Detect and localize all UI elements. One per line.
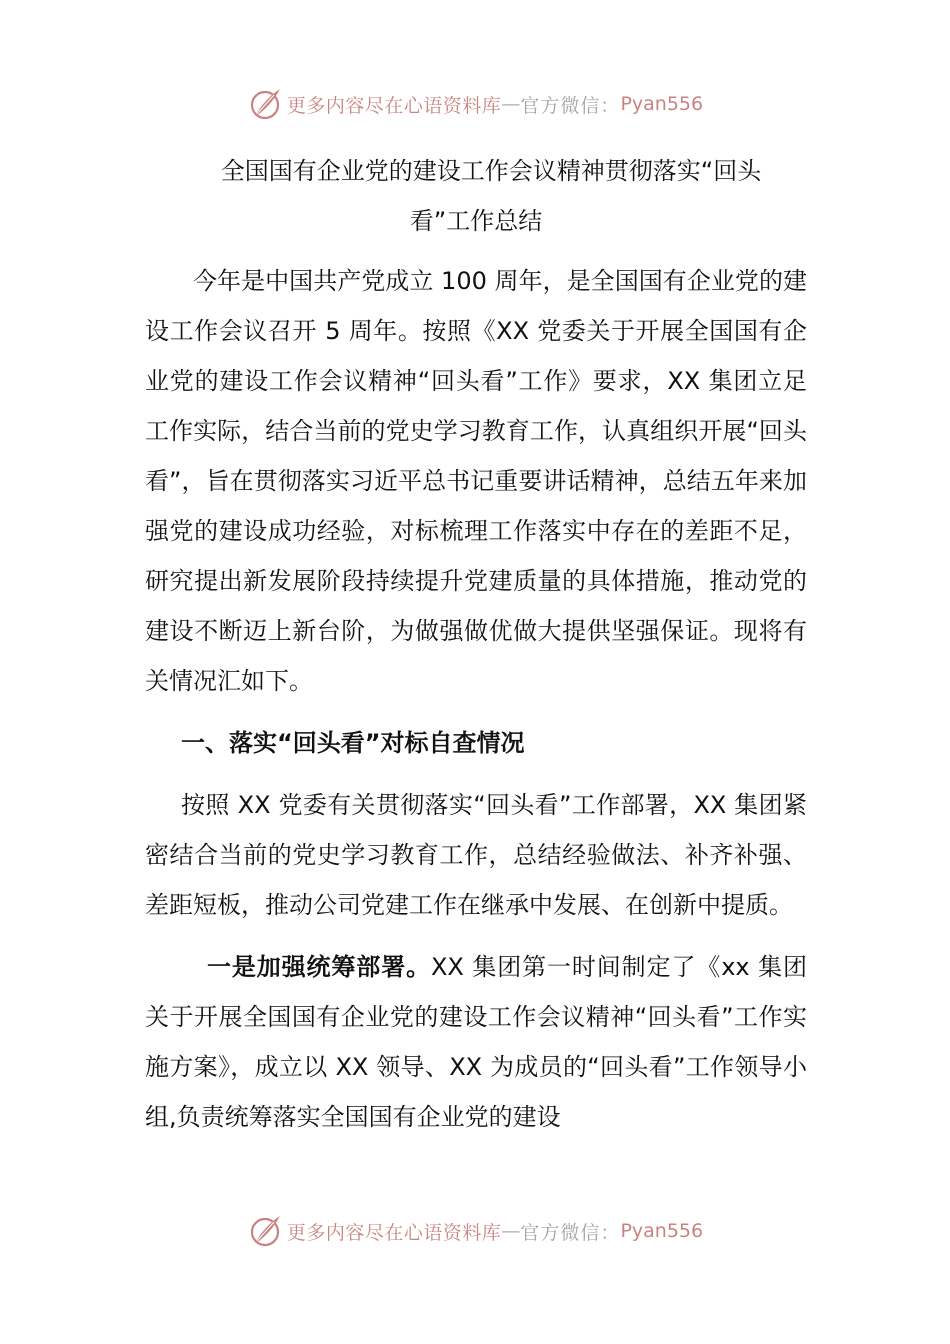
title-line-2: 看”工作总结 [409, 207, 543, 235]
point-1-text: XX 集团第一时间制定了《xx 集团关于开展全国国有企业党的建设工作会议精神“回头看”工作实施方案》，成立以 XX 领导、XX 为成员的“回头看”工作领导小组,负责统筹落实全国国有企业党的建设 [145, 953, 808, 1131]
intro-paragraph: 今年是中国共产党成立 100 周年，是全国国有企业党的建设工作会议召开 5 周年。按照《XX 党委关于开展全国国有企业党的建设工作会议精神“回头看”工作》要求，XX 集团立足工作实际，结合当前的党史学习教育工作，认真组织开展“回头看”，旨在贯彻落实习近平总书记重要讲话精神，总结五年来加强党的建设成功经验，对标梳理工作落实中存在的差距不足，研究提出新发展阶段持续提升党建质量的具体措施，推动党的建设不断迈上新台阶，为做强做优做大提供坚强保证。现将有关情况汇如下。 [145, 267, 807, 695]
watermark-contact-id: Pyan556 [620, 93, 704, 115]
point-1-lead: 一是加强统筹部署。 [207, 953, 431, 981]
section-1-heading: 一、落实“回头看”对标自查情况 [181, 729, 525, 757]
watermark-contact-label: 官方微信： [520, 94, 621, 117]
title-line-1: 全国国有企业党的建设工作会议精神贯彻落实“回头 [220, 157, 762, 185]
watermark-dash: — [501, 1220, 521, 1242]
watermark-contact-id: Pyan556 [620, 1220, 704, 1242]
document-body [145, 146, 807, 1142]
watermark-text: 更多内容尽在心语资料库 [286, 1221, 502, 1244]
section-1-paragraph: 按照 XX 党委有关贯彻落实“回头看”工作部署，XX 集团紧密结合当前的党史学习教育工作，总结经验做法、补齐补强、差距短板，推动公司党建工作在继承中发展、在创新中提质。 [145, 791, 807, 919]
feather-pen-logo-icon [247, 1213, 283, 1249]
feather-pen-logo-icon [247, 86, 283, 122]
watermark-contact-label: 官方微信： [520, 1221, 621, 1244]
header-watermark [0, 84, 950, 124]
watermark-dash: — [501, 93, 521, 115]
watermark-text: 更多内容尽在心语资料库 [286, 94, 502, 117]
footer-watermark [0, 1211, 950, 1251]
document-title [145, 146, 807, 246]
point-1-paragraph [145, 942, 807, 1142]
